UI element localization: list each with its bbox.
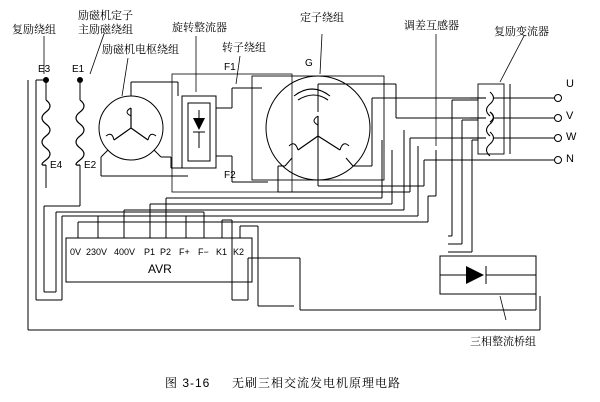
avr-pin-400v: 400V (114, 247, 136, 257)
callout-three-phase-bridge: 三相整流桥组 (470, 336, 536, 348)
terminal-e2: E2 (84, 160, 97, 171)
callout-exciter-armature-winding: 励磁机电枢绕组 (102, 44, 179, 56)
terminal-n: N (566, 153, 574, 165)
figure-number: 图 3-16 (165, 376, 211, 390)
terminal-v: V (566, 110, 574, 122)
terminal-f1: F1 (224, 62, 236, 73)
terminal-e3: E3 (38, 64, 51, 75)
callout-stator-winding: 定子绕组 (300, 12, 344, 24)
avr-pin-p2: P2 (160, 247, 172, 257)
terminal-u: U (566, 78, 574, 90)
avr-pin-k2: K2 (233, 247, 245, 257)
callout-rotor-winding: 转子绕组 (222, 42, 266, 54)
terminal-f2: F2 (224, 170, 236, 181)
avr-pin-p1: P1 (144, 247, 156, 257)
callout-main-exciter-winding: 主励磁绕组 (78, 24, 133, 36)
avr-pin-230v: 230V (86, 247, 108, 257)
callout-differential-ct: 调差互感器 (404, 20, 459, 32)
terminal-e4: E4 (50, 160, 63, 171)
callout-rotating-rectifier: 旋转整流器 (172, 22, 227, 34)
avr-pin-0v: 0V (70, 247, 82, 257)
callout-compound-winding: 复励绕组 (12, 24, 56, 36)
avr-pin-k1: K1 (216, 247, 228, 257)
terminal-g: G (305, 58, 313, 69)
terminal-e1: E1 (72, 64, 85, 75)
figure-title: 无刷三相交流发电机原理电路 (232, 376, 402, 390)
avr-pin-f-plus: F+ (179, 247, 190, 257)
avr-pin-f-minus: F− (198, 247, 209, 257)
callout-exciter-stator: 励磁机定子 (78, 10, 133, 22)
terminal-w: W (566, 131, 577, 143)
callout-compound-converter: 复励变流器 (494, 26, 549, 38)
avr-title: AVR (148, 262, 172, 276)
